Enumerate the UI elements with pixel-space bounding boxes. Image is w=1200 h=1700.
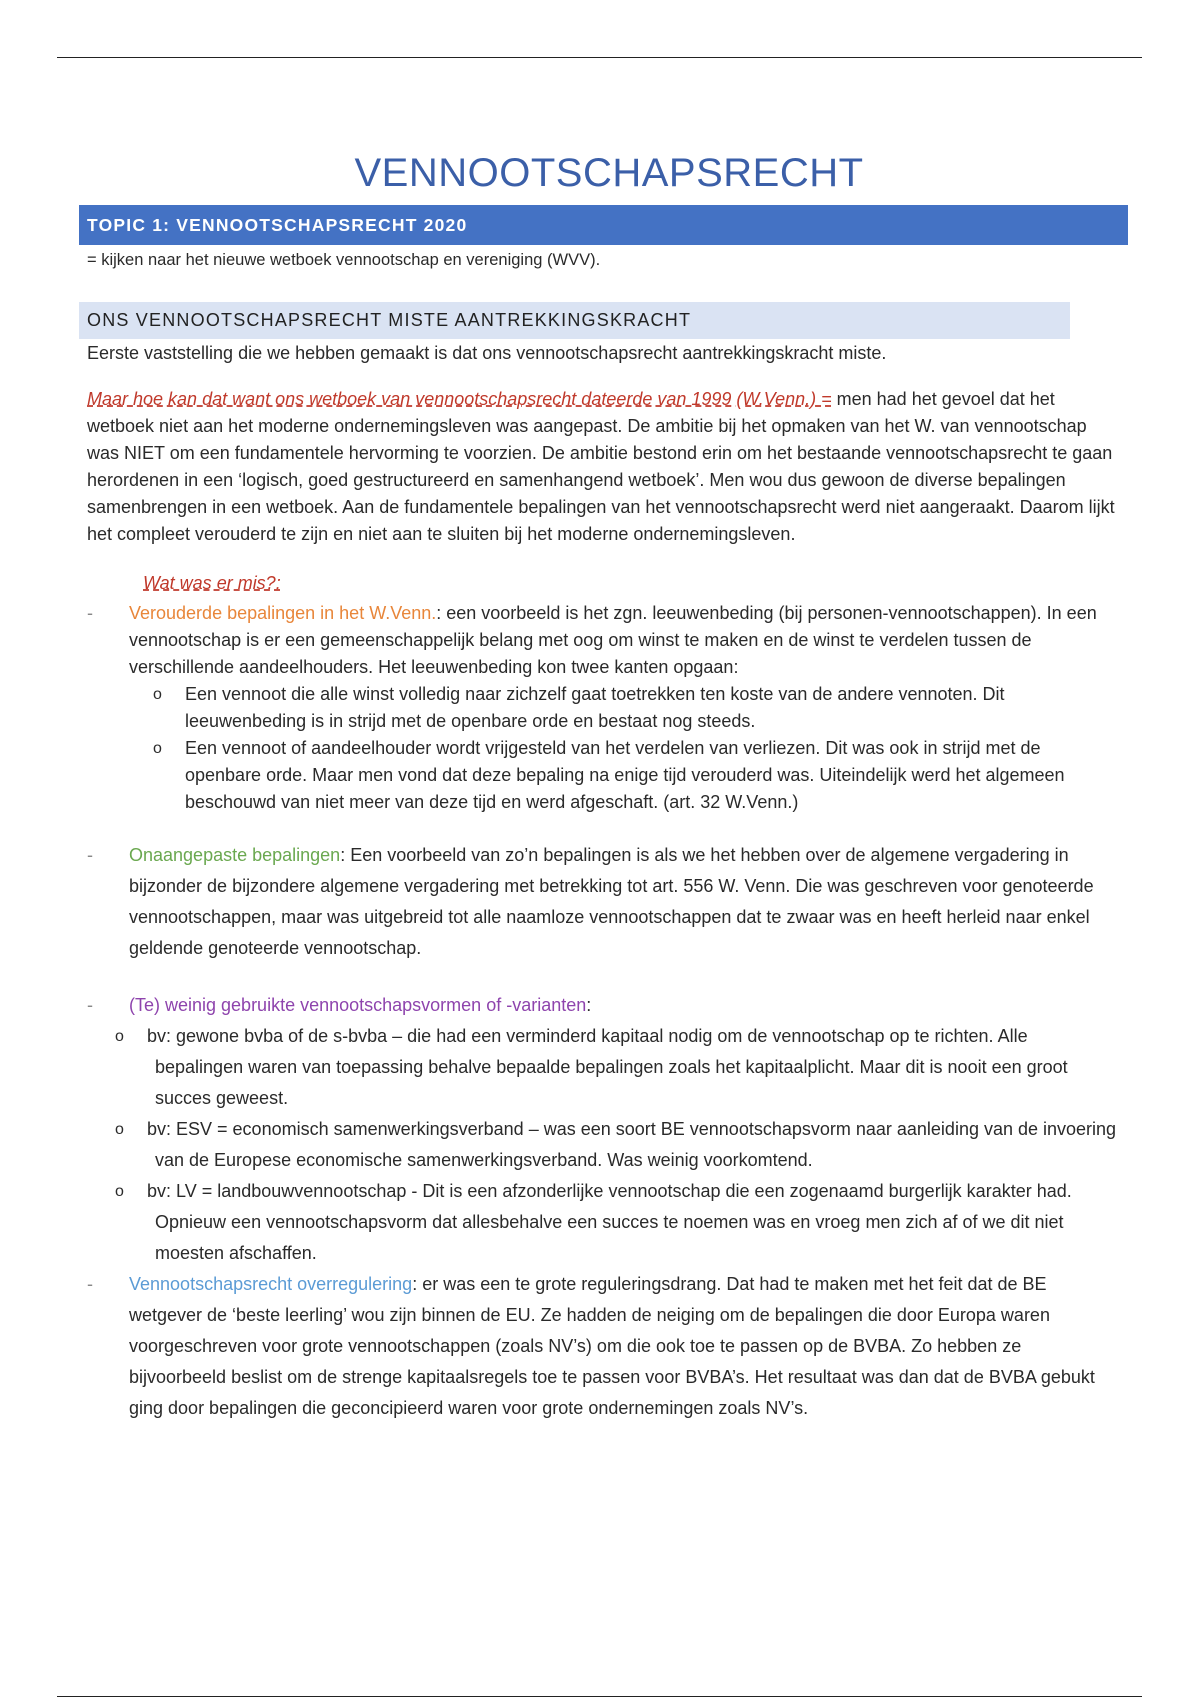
sub-list-item [115,1021,1119,1114]
list-item [87,840,1119,964]
sub-list-item [115,1114,1119,1176]
document-body [79,145,1119,1424]
list-item [87,1269,1119,1424]
bullet-label: Verouderde bepalingen in het W.Venn. [129,603,437,623]
header-rule [57,57,1142,58]
sub-list [129,681,1119,816]
bullet-text: : [586,995,592,1015]
bullet-text: : Een voorbeeld van zo’n bepalingen is als we het hebben over de algemene vergadering in bijzonder de bijzondere algemene vergadering met betrekking tot art. 556 W. Venn. Die was geschreven voor genoteerde vennootschappen, maar was uitgebreid tot alle naamloze vennootschappen dat te zwaar was en heeft herleid naar enkel geldende genoteerde vennootschap. [129,845,1094,958]
circle-bullet-icon: o [153,740,162,757]
intro-paragraph: Eerste vaststelling die we hebben gemaakt is dat ons vennootschapsrecht aantrekkingskracht miste. [87,343,887,363]
bullet-label: (Te) weinig gebruikte vennootschapsvormen of -varianten [129,995,587,1015]
sub-list [115,1021,1119,1269]
sub-item-text: Een vennoot of aandeelhouder wordt vrijgesteld van het verdelen van verliezen. Dit was ook in strijd met de openbare orde. Maar men vond dat deze bepaling na enige tijd verouderd was. Uiteindelijk werd het algemeen beschouwd van niet meer van deze tijd en werd afgeschaft. (art. 32 W.Venn.) [185,738,1065,812]
topic-heading: TOPIC 1: VENNOOTSCHAPSRECHT 2020 [79,205,1128,245]
sub-item-text: bv: ESV = economisch samenwerkingsverband – was een soort BE vennootschapsvorm naar aanleiding van de invoering van de Europese economische samenwerkingsverband. Was weinig voorkomtend. [147,1119,1117,1170]
bullet-label: Vennootschapsrecht overregulering [129,1274,413,1294]
red-question-text: Maar hoe kan dat want ons wetboek van vennootschapsrecht dateerde van 1999 (W.Venn.) = [87,389,832,409]
sub-list-item [115,1176,1119,1269]
list-item [87,990,1119,1269]
context-text: men had het gevoel dat het wetboek niet aan het moderne ondernemingsleven was aangepast. De ambitie bij het opmaken van het W. van vennootschap was NIET om een fundamentele hervorming te voorzien. De ambitie bestond erin om het bestaande vennootschapsrecht te gaan herordenen in een ‘logisch, goed gestructureerd en samenhangend wetboek’. Men wou dus gewoon de diverse bepalingen samenbrengen in een wetboek. Aan de fundamentele bepalingen van het vennootschapsrecht werd niet aangeraakt. Daarom lijkt het compleet verouderd te zijn en niet aan te sluiten bij het moderne ondernemingsleven. [87,389,1115,544]
document-title: VENNOOTSCHAPSRECHT [354,151,864,195]
dash-bullet-icon: - [87,603,93,623]
context-paragraph [87,386,1117,548]
circle-bullet-icon: o [153,686,162,703]
sub-item-text: Een vennoot die alle winst volledig naar zichzelf gaat toetrekken ten koste van de andere vennoten. Dit leeuwenbeding is in strijd met de openbare orde en bestaat nog steeds. [185,684,1005,731]
circle-bullet-icon: o [115,1121,124,1138]
list-item [87,600,1119,816]
bullet-text: : er was een te grote reguleringsdrang. Dat had te maken met het feit dat de BE wetgever de ‘beste leerling’ wou zijn binnen de EU. Ze hadden de neiging om de bepalingen die door Europa waren voorgeschreven voor grote vennootschappen (zoals NV’s) om die ook toe te passen op de BVBA. Zo hebben ze bijvoorbeeld beslist om de strenge kapitaalsregels toe te passen voor BVBA’s. Het resultaat was dan dat de BVBA gebukt ging door bepalingen die geconcipieerd waren voor grote ondernemingen zoals NV’s. [129,1274,1095,1418]
dash-bullet-icon: - [87,995,93,1015]
dash-bullet-icon: - [87,845,93,865]
circle-bullet-icon: o [115,1028,124,1045]
sub-item-text: bv: gewone bvba of de s-bvba – die had een verminderd kapitaal nodig om de vennootschap op te richten. Alle bepalingen waren van toepassing behalve bepaalde bepalingen zoals het kapitaalplicht. Maar dit is nooit een groot succes geweest. [147,1026,1068,1108]
question-heading [143,570,1119,596]
circle-bullet-icon: o [115,1183,124,1200]
bullet-label: Onaangepaste bepalingen [129,845,341,865]
question-text: Wat was er mis?: [143,573,281,593]
sub-list-item [129,735,1119,816]
sub-item-text: bv: LV = landbouwvennootschap - Dit is een afzonderlijke vennootschap die een zogenaamd burgerlijk karakter had. Opnieuw een vennootschapsvorm dat allesbehalve een succes te noemen was en vroeg men zich af of we dit niet moesten afschaffen. [147,1181,1072,1263]
footer-rule [57,1696,1142,1697]
issues-list [79,600,1119,1424]
topic-subline: = kijken naar het nieuwe wetboek vennootschap en vereniging (WVV). [87,251,601,269]
section-heading: ONS VENNOOTSCHAPSRECHT MISTE AANTREKKINGSKRACHT [79,302,1070,339]
sub-list-item [129,681,1119,735]
dash-bullet-icon: - [87,1274,93,1294]
bullet-text: : een voorbeeld is het zgn. leeuwenbeding (bij personen-vennootschappen). In een vennootschap is er een gemeenschappelijk belang met oog om winst te maken en de winst te verdelen tussen de verschillende aandeelhouders. Het leeuwenbeding kon twee kanten opgaan: [129,603,1097,677]
